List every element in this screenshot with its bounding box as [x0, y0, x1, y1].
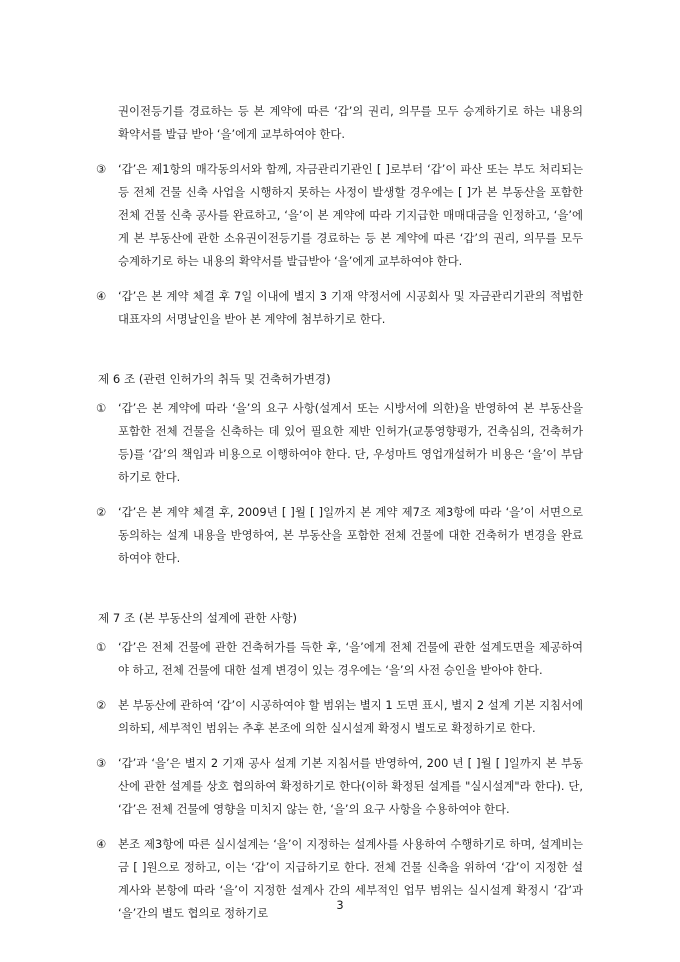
item-text: ‘갑’은 전체 건물에 관한 건축허가를 득한 후, ‘을’에게 전체 건물에 관한 설계도면을 제공하여야 하고, 전체 건물에 대한 설계 변경이 있는 경우에는 ‘을’의 사전 승인을 받아야 한다. [118, 640, 583, 677]
list-item [0, 501, 680, 570]
item-number: ① [96, 401, 107, 415]
item-text: ‘갑’은 본 계약에 따라 ‘을’의 요구 사항(설계서 또는 시방서에 의한)을 반영하여 본 부동산을 포함한 전체 건물을 신축하는 데 있어 필요한 제반 인허가(교통영향평가, 건축심의, 건축허가 등)를 ‘갑’의 책임과 비용으로 이행하여야 한다. 단, 우성마트 영업개설허가 비용은 ‘을’이 부담하기로 한다. [118, 401, 583, 484]
item-number: ③ [96, 162, 107, 176]
list-item [0, 285, 680, 331]
item-number: ① [96, 640, 107, 654]
item-text: ‘갑’은 제1항의 매각동의서와 함께, 자금관리기관인 [ ]로부터 ‘갑’이 파산 또는 부도 처리되는 등 전체 건물 신축 사업을 시행하지 못하는 사정이 발생할 경우에는 [ ]가 본 부동산을 포함한 전체 건물 신축 공사를 완료하고, ‘을’이 본 계약에 따라 기지급한 매매대금을 인정하고, ‘을’에게 본 부동산에 관한 소유권이전등기를 경료하는 등 본 계약에 따른 ‘갑’의 권리, 의무를 모두 승계하기로 하는 내용의 확약서를 발급받아 ‘을’에게 교부하여야 한다. [118, 162, 583, 268]
page-number: 3 [336, 898, 344, 912]
document-body [0, 100, 680, 937]
list-item [0, 694, 680, 740]
item-number: ④ [96, 289, 107, 303]
item-number: ② [96, 505, 107, 519]
list-item [0, 752, 680, 821]
item-text: ‘갑’은 본 계약 체결 후, 2009년 [ ]월 [ ]일까지 본 계약 제7조 제3항에 따라 ‘을’이 서면으로 동의하는 설계 내용을 반영하여, 본 부동산을 포함한 전체 건물에 대한 건축허가 변경을 완료하여야 한다. [118, 505, 583, 565]
item-text: 본조 제3항에 따른 실시설계는 ‘을’이 지정하는 설계사를 사용하여 수행하기로 하며, 설계비는 금 [ ]원으로 정하고, 이는 ‘갑’이 지급하기로 한다. 전체 건물 신축을 위하여 ‘갑’이 지정한 설계사와 본항에 따라 ‘을’이 지정한 설계사 간의 세부적인 업무 범위는 실시설계 확정시 ‘갑’과 ‘을’간의 별도 협의로 정하기로 [118, 837, 583, 920]
item-number: ② [96, 698, 107, 712]
article-7-heading: 제 7 조 (본 부동산의 설계에 관한 사항) [98, 611, 298, 625]
item-number: ④ [96, 837, 107, 851]
list-item [0, 158, 680, 273]
item-text: ‘갑’은 본 계약 체결 후 7일 이내에 별지 3 기재 약정서에 시공회사 및 자금관리기관의 적법한 대표자의 서명날인을 받아 본 계약에 첨부하기로 한다. [118, 289, 583, 326]
list-item [0, 636, 680, 682]
article-6-heading: 제 6 조 (관련 인허가의 취득 및 건축허가변경) [98, 372, 331, 386]
list-item [0, 397, 680, 489]
paragraph-continuation: 권이전등기를 경료하는 등 본 계약에 따른 ‘갑’의 권리, 의무를 모두 승계하기로 하는 내용의 확약서를 발급 받아 ‘을’에게 교부하여야 한다. [118, 104, 583, 141]
item-text: ‘갑’과 ‘을’은 별지 2 기재 공사 설계 기본 지침서를 반영하여, 200 년 [ ]월 [ ]일까지 본 부동산에 관한 설계를 상호 협의하여 확정하기로 한다(이하 확정된 설계를 "실시설계"라 한다). 단, ‘갑’은 전체 건물에 영향을 미치지 않는 한, ‘을’의 요구 사항을 수용하여야 한다. [118, 756, 583, 816]
item-number: ③ [96, 756, 107, 770]
item-text: 본 부동산에 관하여 ‘갑’이 시공하여야 할 범위는 별지 1 도면 표시, 별지 2 설계 기본 지침서에 의하되, 세부적인 범위는 추후 본조에 의한 실시설계 확정시 별도로 확정하기로 한다. [118, 698, 583, 735]
